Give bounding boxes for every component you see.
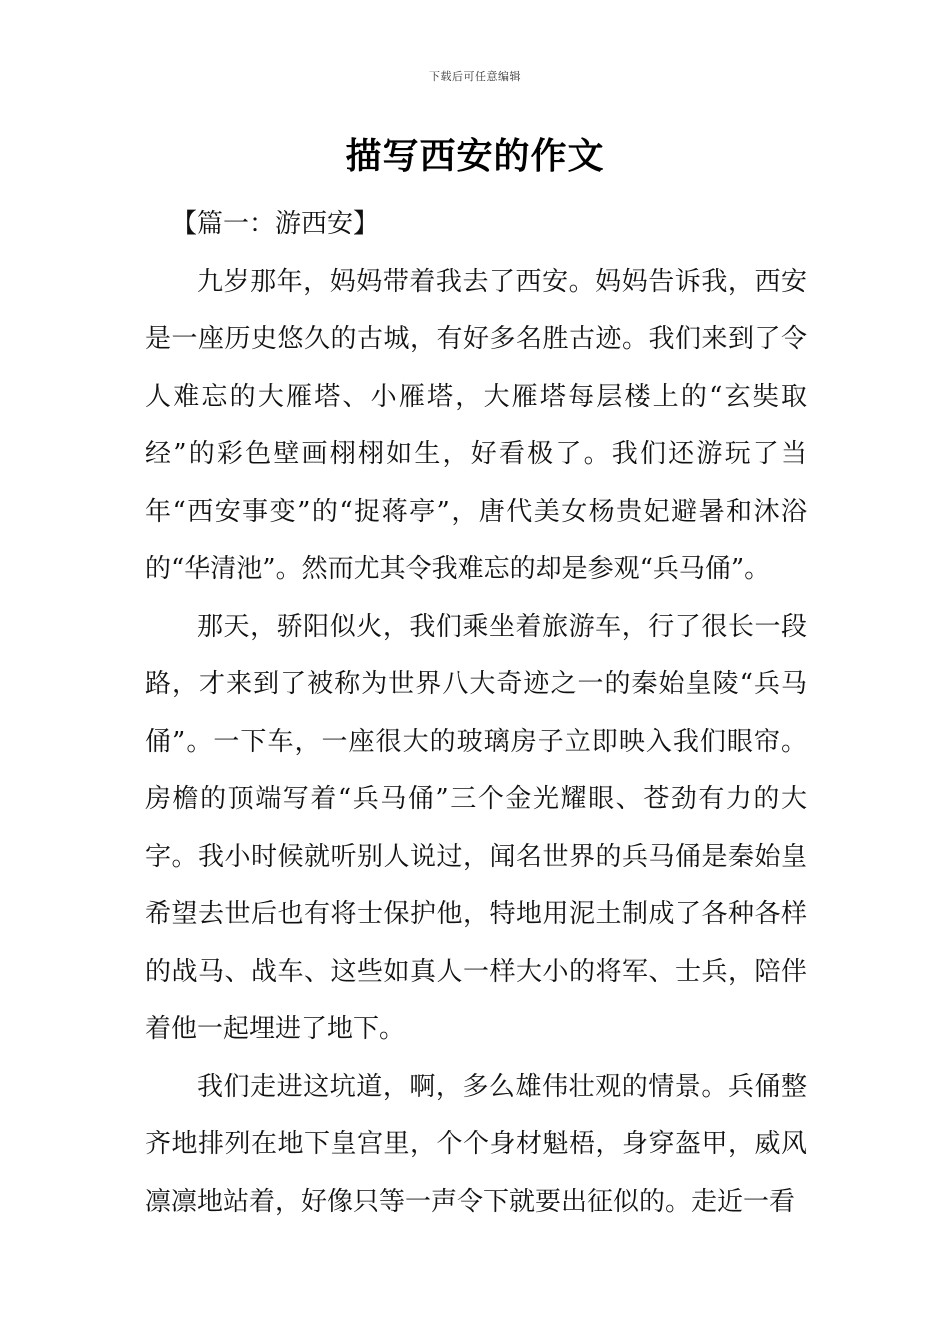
paragraph-2: 那天，骄阳似火，我们乘坐着旅游车，行了很长一段路，才来到了被称为世界八大奇迹之一的秦始皇陵“兵马俑”。一下车，一座很大的玻璃房子立即映入我们眼帘。房檐的顶端写着“兵马俑”三个金光耀眼、苍劲有力的大字。我小时候就听别人说过，闻名世界的兵马俑是秦始皇希望去世后也有将士保护他，特地用泥土制成了各种各样的战马、战车、这些如真人一样大小的将军、士兵，陪伴着他一起埋进了地下。: [145, 611, 807, 1044]
header-note: 下载后可任意编辑: [429, 70, 521, 83]
section-heading: 【篇一：游西安】: [171, 209, 380, 239]
paragraph-1: 九岁那年，妈妈带着我去了西安。妈妈告诉我，西安是一座历史悠久的古城，有好多名胜古迹。我们来到了令人难忘的大雁塔、小雁塔，大雁塔每层楼上的“玄奘取经”的彩色壁画栩栩如生，好看极了。我们还游玩了当年“西安事变”的“捉蒋亭”，唐代美女杨贵妃避暑和沐浴的“华清池”。然而尤其令我难忘的却是参观“兵马俑”。: [145, 266, 807, 584]
paragraph-3: 我们走进这坑道，啊，多么雄伟壮观的情景。兵俑整齐地排列在地下皇宫里，个个身材魁梧，身穿盔甲，威风凛凛地站着，好像只等一声令下就要出征似的。走近一看: [145, 1071, 807, 1217]
document-body: [145, 196, 807, 1231]
document-title: 描写西安的作文: [345, 136, 605, 177]
